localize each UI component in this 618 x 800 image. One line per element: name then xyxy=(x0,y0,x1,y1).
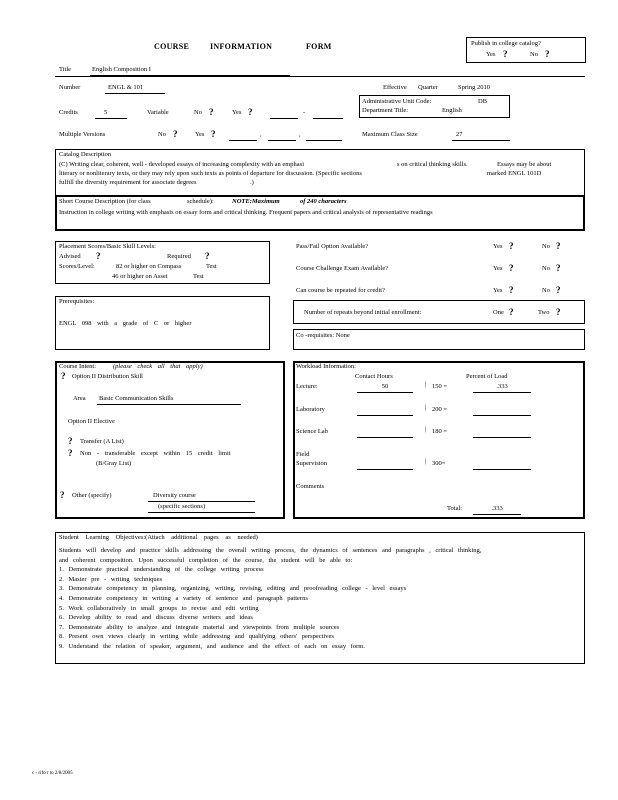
total-line xyxy=(473,514,521,515)
title-value: English Composition I xyxy=(92,66,151,73)
objective-item: 3. Demonstrate competency in planning, organizing, writing, revising, editing and proofreading college - level essays xyxy=(59,585,407,593)
option1-label: Option II Distribution Skill xyxy=(72,373,143,380)
score-2-test: Test xyxy=(193,273,204,280)
passfail-no-checkbox[interactable]: ? xyxy=(556,241,561,251)
required-label: Required xyxy=(167,253,191,260)
admin-unit-label: Administrative Unit Code: xyxy=(362,98,432,105)
repeats-label: Number of repeats beyond initial enrollment: xyxy=(304,309,422,316)
multiple-no-label: No xyxy=(158,131,166,138)
credits-value: 5 xyxy=(104,109,108,116)
passfail-no-label: No xyxy=(542,243,550,250)
credits-max-line xyxy=(313,118,343,119)
placement-label: Placement Scores/Basic Skill Levels: xyxy=(59,243,156,250)
catalog-heading: Catalog Description xyxy=(59,151,112,158)
short-desc-text: Instruction in college writing with emphasis on essay form and critical thinking. Frequent papers and critical analysis of representative readings xyxy=(59,209,433,216)
required-checkbox[interactable]: ? xyxy=(205,251,210,261)
publish-label: Publish in college catalog? xyxy=(471,40,541,47)
number-line xyxy=(105,93,165,94)
credits-yes-checkbox[interactable]: ? xyxy=(248,107,253,117)
objectives-heading: Student Learning Objectives:(Attach additional pages as needed) xyxy=(59,534,258,541)
lecture-percent: .333 xyxy=(496,383,508,390)
science-divisor: 180 = xyxy=(432,428,448,435)
diversity-label: Diversity course xyxy=(153,492,196,499)
area-line xyxy=(97,404,241,405)
field-divisor: 300= xyxy=(432,460,446,467)
credits-min-line xyxy=(270,118,298,119)
repeat-no-checkbox[interactable]: ? xyxy=(556,285,561,295)
max-class-label: Maximum Class Size xyxy=(362,131,418,138)
multiple-line-2 xyxy=(268,140,296,141)
workload-label: Workload Information: xyxy=(296,363,356,370)
intent-label: Course Intent: xyxy=(59,363,97,370)
science-percent-line xyxy=(473,437,531,438)
score-1-test: Test xyxy=(206,263,217,270)
score-2: 46 or higher on Asset xyxy=(112,273,168,280)
comments-label: Comments xyxy=(296,483,325,490)
other-label: Other (specify) xyxy=(72,492,112,499)
repeats-one-checkbox[interactable]: ? xyxy=(509,307,514,317)
challenge-no-checkbox[interactable]: ? xyxy=(556,263,561,273)
lecture-hours-line xyxy=(357,392,413,393)
max-class-line xyxy=(452,140,510,141)
admin-unit-value: DB xyxy=(478,98,488,105)
passfail-yes-label: Yes xyxy=(493,243,503,250)
repeats-two-label: Two xyxy=(538,309,550,316)
credits-yes-label: Yes xyxy=(232,109,242,116)
transfer-label: Transfer (A List) xyxy=(80,438,124,445)
dept-value: English xyxy=(442,107,462,114)
total-label: Total: xyxy=(447,505,463,512)
catalog-line-2b: marked ENGL 101D xyxy=(487,170,542,177)
publish-no-checkbox[interactable]: ? xyxy=(545,49,550,59)
diversity-line xyxy=(148,501,255,502)
quarter-label: Quarter xyxy=(418,84,438,91)
specific-line xyxy=(148,512,255,513)
intent-please: (please check all that apply) xyxy=(113,363,203,370)
publish-yes-label: Yes xyxy=(486,51,496,58)
form-title-2: INFORMATION xyxy=(210,42,273,51)
nontransfer-checkbox[interactable]: ? xyxy=(68,448,73,458)
other-checkbox[interactable]: ? xyxy=(60,490,65,500)
objective-item: 9. Understand the relation of speaker, argument, and audience and the effect of each on essay form. xyxy=(59,642,365,650)
passfail-yes-checkbox[interactable]: ? xyxy=(509,241,514,251)
bgray-label: (B/Gray List) xyxy=(96,460,132,467)
science-hours-line xyxy=(357,437,413,438)
contact-hours-label: Contact Hours xyxy=(355,373,393,380)
objectives-intro-2: and coherent composition. Upon successful completion of the course, the student will be able to: xyxy=(59,556,353,564)
advised-checkbox[interactable]: ? xyxy=(96,251,101,261)
short-desc-note: NOTE:Maximum xyxy=(232,198,280,205)
prereq-label: Prerequisites: xyxy=(59,298,95,305)
objectives-intro-1: Students will develop and practice skills addressing the overall writing process, the dynamics of sentences and paragraphs , critical thinking, xyxy=(59,547,482,554)
repeats-two-checkbox[interactable]: ? xyxy=(556,307,561,317)
supervision-label: Supervision xyxy=(296,460,328,467)
divider xyxy=(55,76,585,77)
specific-label: (specific sections) xyxy=(158,503,206,510)
title-label: Title xyxy=(59,66,72,73)
credits-no-checkbox[interactable]: ? xyxy=(209,107,214,117)
field-label: Field xyxy=(296,451,310,458)
score-1: 82 or higher on Compass xyxy=(116,263,182,270)
objective-item: 5. Work collaboratively in small groups to revise and edit writing xyxy=(59,604,259,612)
prereq-text: ENGL 098 with a grade of C or higher xyxy=(59,320,192,327)
short-desc-limit: of 240 characters xyxy=(300,198,347,205)
multiple-yes-label: Yes xyxy=(195,131,205,138)
footer-code: c - rifo r to 2/8/2005 xyxy=(32,771,73,776)
objective-item: 6. Develop ability to read and discuss diverse writers and ideas xyxy=(59,614,253,622)
variable-label: Variable xyxy=(147,109,169,116)
lecture-percent-line xyxy=(473,392,531,393)
objective-item: 1. Demonstrate practical understanding of the college writing process xyxy=(59,566,264,574)
option2-label: Option II Elective xyxy=(68,418,115,425)
catalog-line-2: literary or nonliterary texts, or they may rely upon such texts as points of departure for discussion. (Specific sections xyxy=(59,170,362,177)
dash: - xyxy=(303,109,306,116)
multiple-yes-checkbox[interactable]: ? xyxy=(211,129,216,139)
lab-hours-line xyxy=(357,415,413,416)
total-value: .333 xyxy=(491,505,503,512)
objective-item: 2. Master pre - writing techniques xyxy=(59,575,163,583)
challenge-no-label: No xyxy=(542,265,550,272)
effective-value: Spring 2010 xyxy=(458,84,490,91)
multiple-line-1 xyxy=(229,140,257,141)
science-lab-label: Science Lab xyxy=(296,428,328,435)
repeat-yes-checkbox[interactable]: ? xyxy=(509,285,514,295)
form-title-3: FORM xyxy=(306,42,332,51)
field-hours-line xyxy=(357,469,413,470)
repeat-yes-label: Yes xyxy=(493,287,503,294)
multiple-label: Multiple Versions xyxy=(59,131,106,138)
dept-label: Department Title: xyxy=(362,107,409,114)
scores-label: Scores/Level: xyxy=(59,263,95,270)
effective-label: Effective xyxy=(383,84,407,91)
challenge-label: Course Challenge Exam Available? xyxy=(296,265,389,272)
publish-no-label: No xyxy=(530,51,538,58)
lab-label: Laboratory xyxy=(296,406,325,413)
objective-item: 8. Present own views clearly in writing while addressing and qualifying others' perspectives xyxy=(59,633,334,641)
form-title-1: COURSE xyxy=(154,42,190,51)
option1-checkbox[interactable]: ? xyxy=(61,371,66,381)
short-desc-schedule: schedule): xyxy=(187,198,214,205)
lecture-hours: 50 xyxy=(381,383,389,390)
number-value: ENGL & 101 xyxy=(108,84,144,91)
advised-label: Advised xyxy=(59,253,81,260)
objectives-list xyxy=(59,546,579,652)
lab-percent-line xyxy=(473,415,531,416)
coreq-label: Co -requisites: None xyxy=(296,332,350,339)
area-value: Basic Communication Skills xyxy=(99,395,174,402)
lab-divisor: 200 = xyxy=(432,406,448,413)
max-class-value: 27 xyxy=(456,131,463,138)
nontransfer-label: Non - transferable except within 15 credit limit xyxy=(80,450,231,457)
title-line xyxy=(90,75,290,76)
repeat-label: Can course be repeated for credit? xyxy=(296,287,385,294)
number-label: Number xyxy=(59,84,81,91)
credits-line xyxy=(95,118,127,119)
percent-load-label: Percent of Load xyxy=(466,373,508,380)
catalog-line-1: (C) Writing clear, coherent, well - developed essays of increasing complexity with an emphasi xyxy=(59,161,305,168)
objective-item: 7. Demonstrate ability to analyze and integrate material and viewpoints from multiple sources xyxy=(59,623,340,631)
catalog-line-1c: Essays may be about xyxy=(497,161,552,168)
multiple-line-3 xyxy=(306,140,342,141)
transfer-checkbox[interactable]: ? xyxy=(68,436,73,446)
repeat-no-label: No xyxy=(542,287,550,294)
lecture-divisor: 150 = xyxy=(432,383,448,390)
multiple-no-checkbox[interactable]: ? xyxy=(173,129,178,139)
challenge-yes-label: Yes xyxy=(493,265,503,272)
catalog-line-3b: .) xyxy=(250,179,254,186)
challenge-yes-checkbox[interactable]: ? xyxy=(509,263,514,273)
field-percent-line xyxy=(473,469,531,470)
credits-no-label: No xyxy=(194,109,202,116)
objective-item: 4. Demonstrate competency in writing a variety of sentence and paragraph patterns xyxy=(59,594,308,602)
lecture-label: Lecture: xyxy=(296,383,318,390)
passfail-label: Pass/Fail Option Available? xyxy=(296,243,369,250)
catalog-line-3: fulfill the diversity requirement for associate degrees xyxy=(59,179,197,186)
catalog-line-1b: s on critical thinking skills. xyxy=(397,161,468,168)
publish-yes-checkbox[interactable]: ? xyxy=(503,49,508,59)
credits-label: Credits xyxy=(59,109,78,116)
short-desc-label: Short Course Description (for class xyxy=(59,198,151,205)
area-label: Area xyxy=(73,395,86,402)
repeats-one-label: One xyxy=(493,309,504,316)
